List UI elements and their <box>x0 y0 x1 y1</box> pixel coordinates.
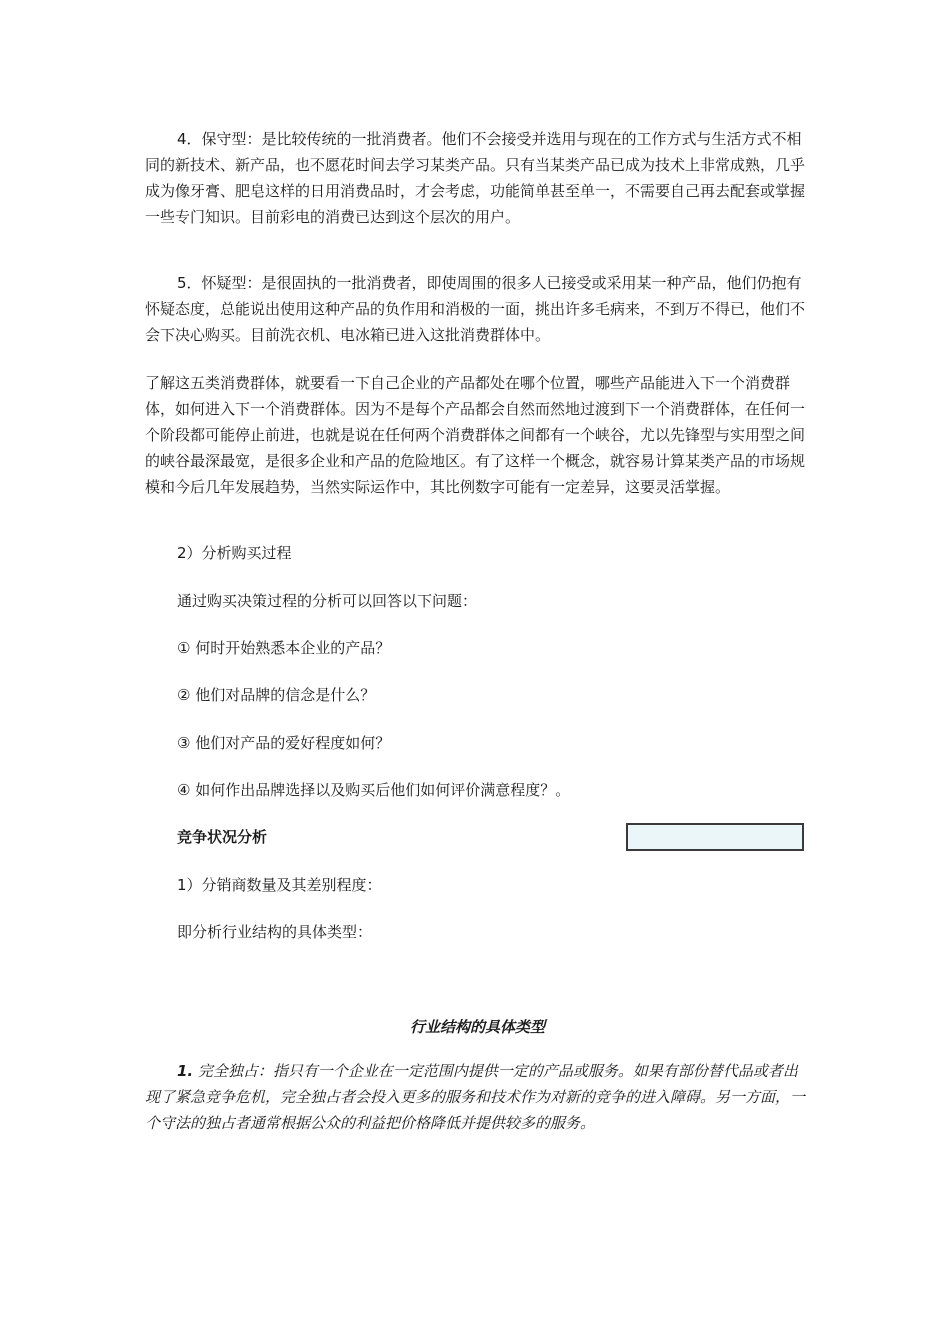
blank-input-box[interactable] <box>626 823 804 851</box>
question-item-1: ① 何时开始熟悉本企业的产品？ <box>177 639 391 657</box>
list-item-text: 完全独占：指只有一个企业在一定范围内提供一定的产品或服务。如果有部份替代品或者出现了紧急竞争危机，完全独占者会投入更多的服务和技术作为对新的竞争的进入障碍。另一方面，一个守法的独占者通常根据公众的利益把价格降低并提供较多的服务。 <box>145 1062 806 1132</box>
paragraph-skeptical-type: 5．怀疑型：是很固执的一批消费者，即使周围的很多人已接受或采用某一种产品，他们仍抱有怀疑态度，总能说出使用这种产品的负作用和消极的一面，挑出许多毛病来，不到万不得已，他们不会下决心购买。目前洗衣机、电冰箱已进入这批消费群体中。 <box>145 274 806 344</box>
paragraph-complete-monopoly <box>145 1058 810 1136</box>
paragraph-conservative-type: 4．保守型：是比较传统的一批消费者。他们不会接受并选用与现在的工作方式与生活方式不相同的新技术、新产品，也不愿花时间去学习某类产品。只有当某类产品已成为技术上非常成熟，几乎成为像牙膏、肥皂这样的日用消费品时，才会考虑，功能简单甚至单一，不需要自己再去配套或掌握一些专门知识。目前彩电的消费已达到这个层次的用户。 <box>145 130 806 226</box>
question-item-3: ③ 他们对产品的爱好程度如何？ <box>177 734 391 752</box>
purchase-analysis-intro: 通过购买决策过程的分析可以回答以下问题： <box>177 592 478 610</box>
list-item-number: 1. <box>177 1062 194 1080</box>
heading-analyze-purchase-process: 2）分析购买过程 <box>177 544 292 562</box>
distributor-count-heading: 1）分销商数量及其差别程度： <box>177 876 382 894</box>
industry-structure-intro: 即分析行业结构的具体类型： <box>177 923 373 941</box>
question-item-4: ④ 如何作出品牌选择以及购买后他们如何评价满意程度？。 <box>177 781 571 799</box>
paragraph-consumer-groups-summary: 了解这五类消费群体，就要看一下自己企业的产品都处在哪个位置，哪些产品能进入下一个消费群体，如何进入下一个消费群体。因为不是每个产品都会自然而然地过渡到下一个消费群体，在任何一个阶段都可能停止前进，也就是说在任何两个消费群体之间都有一个峡谷，尤以先锋型与实用型之间的峡谷最深最宽，是很多企业和产品的危险地区。有了这样一个概念，就容易计算某类产品的市场规模和今后几年发展趋势，当然实际运作中，其比例数字可能有一定差异，这要灵活掌握。 <box>145 374 806 496</box>
section-title-industry-structure: 行业结构的具体类型 <box>409 1018 545 1036</box>
question-item-2: ② 他们对品牌的信念是什么？ <box>177 686 376 704</box>
heading-competition-analysis: 竞争状况分析 <box>177 828 268 846</box>
